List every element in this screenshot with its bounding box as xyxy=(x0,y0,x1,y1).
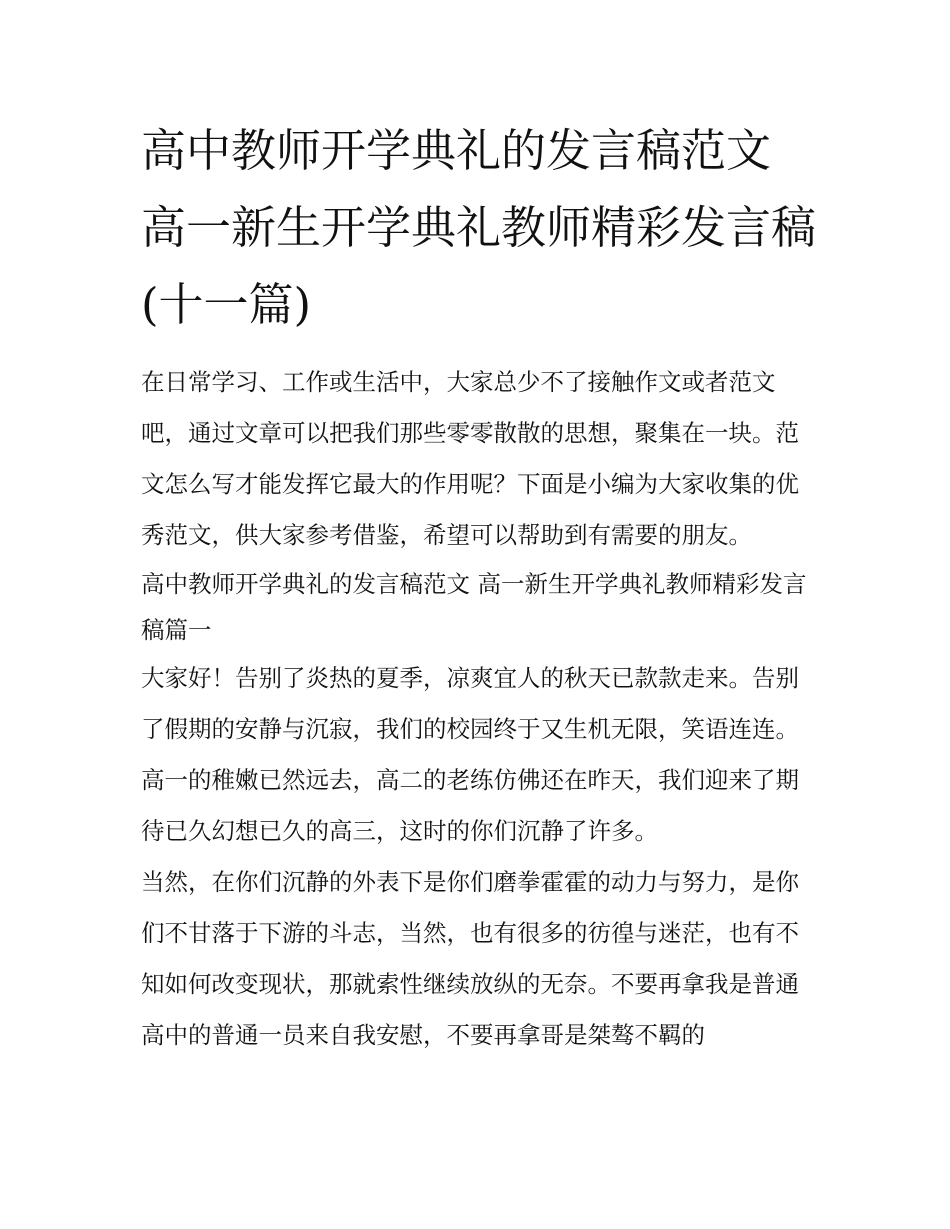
intro-paragraph: 在日常学习、工作或生活中，大家总少不了接触作文或者范文吧，通过文章可以把我们那些零零散散的思想，聚集在一块。范文怎么写才能发挥它最大的作用呢？下面是小编为大家收集的优秀范文，供大家参考借鉴，希望可以帮助到有需要的朋友。 xyxy=(141,368,799,549)
section-heading: 高中教师开学典礼的发言稿范文 高一新生开学典礼教师精彩发言稿篇一 xyxy=(141,570,807,644)
body-paragraph-2: 当然，在你们沉静的外表下是你们磨拳霍霍的动力与努力，是你们不甘落于下游的斗志，当然，也有很多的彷徨与迷茫，也有不知如何改变现状，那就索性继续放纵的无奈。不要再拿我是普通高中的普通一员来自我安慰，不要再拿哥是桀骜不羁的 xyxy=(141,868,799,1049)
body-paragraph-1: 大家好！告别了炎热的夏季，凉爽宜人的秋天已款款走来。告别了假期的安静与沉寂，我们的校园终于又生机无限，笑语连连。高一的稚嫩已然远去，高二的老练仿佛还在昨天，我们迎来了期待已久幻想已久的高三，这时的你们沉静了许多。 xyxy=(141,664,799,845)
document-content xyxy=(141,112,821,1061)
document-title: 高中教师开学典礼的发言稿范文 高一新生开学典礼教师精彩发言稿(十一篇) xyxy=(141,124,817,331)
